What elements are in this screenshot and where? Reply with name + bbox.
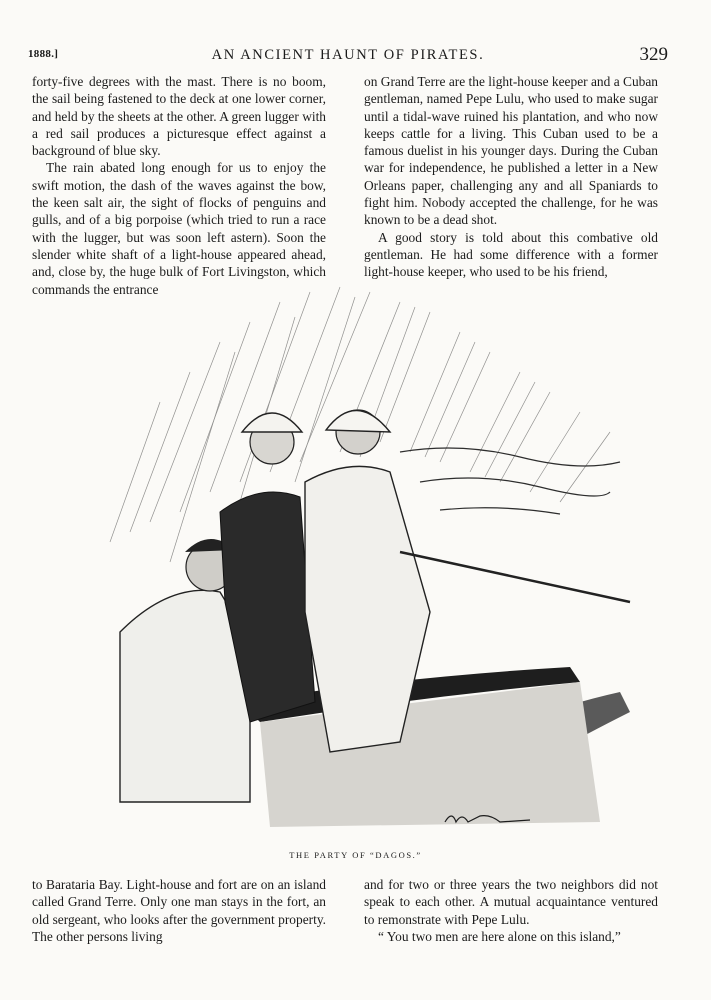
- header-title: AN ANCIENT HAUNT OF PIRATES.: [211, 47, 485, 63]
- paragraph: and for two or three years the two neighbors did not speak to each other. A mutual acquaintance ventured to remonstrate with Pepe Lulu.: [364, 877, 658, 927]
- running-header: [28, 44, 668, 68]
- paragraph: “ You two men are here alone on this island,”: [378, 928, 621, 944]
- paragraph: A good story is told about this combative old gentleman. He had some difference with a former light-house keeper, who used to be his friend,: [364, 229, 658, 280]
- column-top-left: [32, 73, 326, 298]
- illustration-caption: THE PARTY OF “DAGOS.”: [289, 850, 422, 860]
- column-bottom-left: [32, 876, 326, 945]
- page-number: 329: [639, 44, 668, 65]
- paragraph: forty-five degrees with the mast. There is no boom, the sail being fastened to the deck at one lower corner, and held by the sheets at the other. A green lugger with a red sail produces a picturesque effect against a background of blue sky.: [32, 74, 326, 159]
- column-top-right: [364, 73, 658, 281]
- paragraph: The rain abated long enough for us to enjoy the swift motion, the dash of the waves against the bow, the keen salt air, the sight of flocks of penguins and gulls, and of a big porpoise (which tried to run a race with the lugger, but was soon left astern). Soon the slender white shaft of a light-house appeared ahead, and, close by, the huge bulk of Fort Livingston, which commands the entrance: [32, 160, 326, 297]
- paragraph: to Barataria Bay. Light-house and fort are on an island called Grand Terre. Only one man stays in the fort, an old sergeant, who looks after the government property. The other persons living: [32, 877, 326, 944]
- column-bottom-right: [364, 876, 658, 945]
- header-year: 1888.]: [28, 48, 59, 60]
- paragraph: on Grand Terre are the light-house keeper and a Cuban gentleman, named Pepe Lulu, who used to make sugar until a tidal-wave ruined his plantation, and who now keeps cattle for a living. This Cuban used to be a famous duelist in his younger days. During the Cuban war for independence, he published a letter in a New Orleans paper, challenging any and all Spaniards to fight him. Nobody accepted the challenge, for he was known to be a dead shot.: [364, 74, 658, 228]
- horizon-clouds: [400, 448, 620, 514]
- illustration-boat-party: [100, 282, 640, 840]
